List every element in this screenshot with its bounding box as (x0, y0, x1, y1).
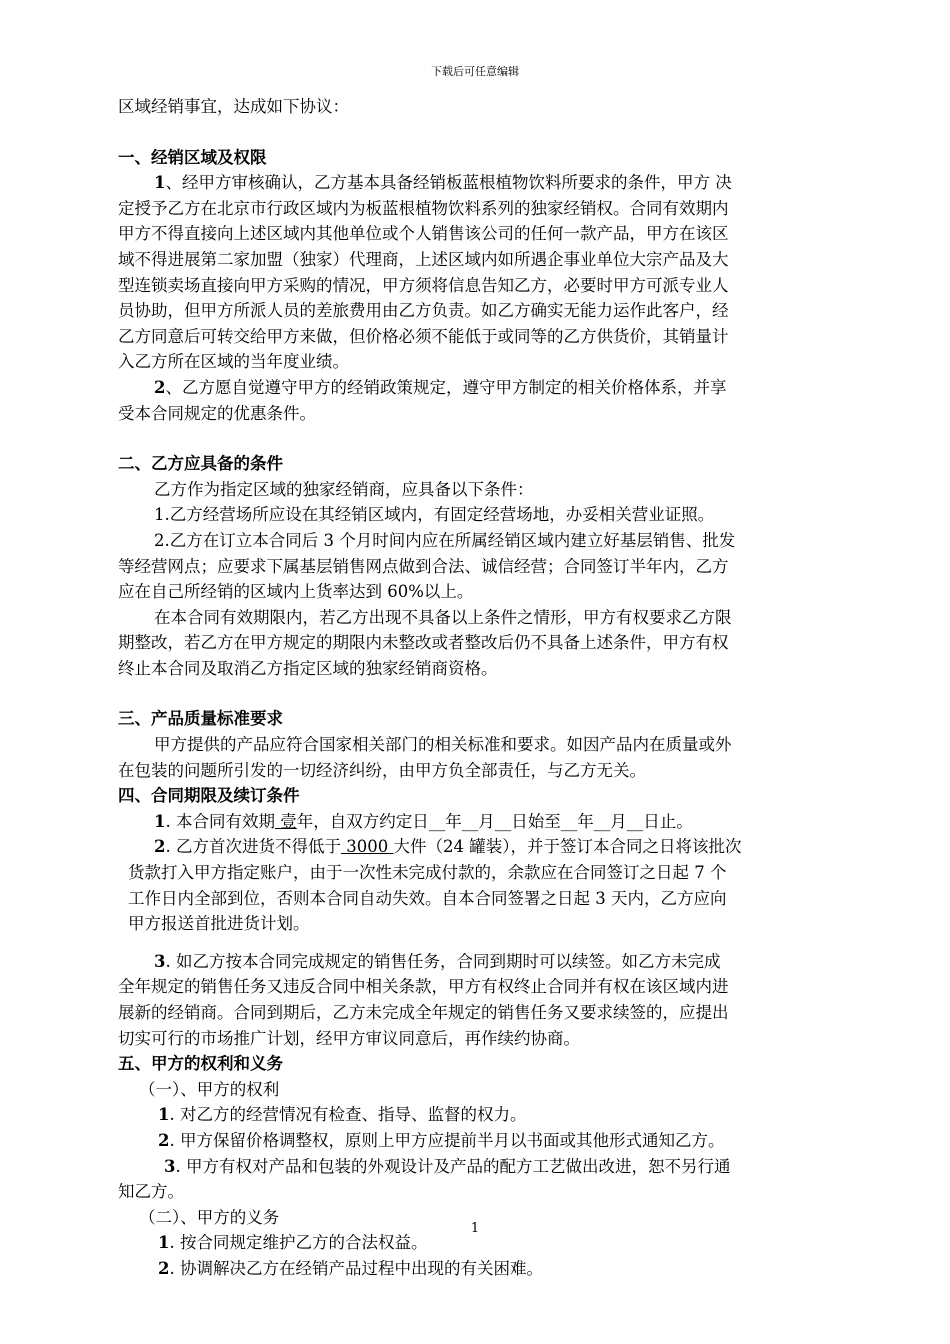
s4-line: 切实可行的市场推广计划，经甲方审议同意后，再作续约协商。 (118, 1028, 580, 1048)
s5-subheading-rights: （一）、甲方的权利 (139, 1079, 280, 1099)
s4-item-2-text-a: . 乙方首次进货不得低于 (165, 837, 341, 857)
section-3-title: 三、产品质量标准要求 (118, 709, 283, 729)
s4-item-1-num: 1 (154, 811, 166, 831)
s2-line: 等经营网点；应要求下属基层销售网点做到合法、诚信经营；合同签订半年内，乙方 (118, 556, 729, 576)
s4-line: 展新的经销商。合同到期后，乙方未完成全年规定的销售任务又要求续签的，应提出 (118, 1003, 729, 1022)
s5-line: 知乙方。 (118, 1182, 184, 1202)
s5-subheading-duties: （二）、甲方的义务 (139, 1207, 280, 1227)
s4-item-1-text-a: . 本合同有效期 (165, 811, 275, 831)
document-body (118, 94, 834, 1282)
s5-duty-2 (118, 1256, 834, 1282)
section-2-title: 二、乙方应具备的条件 (118, 454, 283, 474)
s5-right-3-text: . 甲方有权对产品和包装的外观设计及产品的配方工艺做出改进，恕不另行通 (175, 1156, 731, 1176)
s4-line: 货款打入甲方指定账户，由于一次性未完成付款的，余款应在合同签订之日起 7 个 (128, 863, 727, 883)
s1-line: 乙方同意后可转交给甲方来做，但价格必须不能低于或同等的乙方供货价，其销量计 (118, 326, 729, 346)
intro-line: 区域经销事宜，达成如下协议： (118, 97, 349, 116)
s2-line: 期整改，若乙方在甲方规定的期限内未整改或者整改后仍不具备上述条件，甲方有权 (118, 633, 729, 653)
s5-right-1-text: . 对乙方的经营情况有检查、指导、监督的权力。 (169, 1105, 527, 1125)
s4-date-blanks: __年__月__日始至__年__月__日止。 (428, 811, 693, 831)
s2-line: 应在自己所经销的区域内上货率达到 60%以上。 (118, 582, 474, 602)
s1-p2-num: 2 (154, 377, 166, 397)
page-number: 1 (470, 1221, 480, 1236)
header-note: 下载后可任意编辑 (431, 65, 519, 78)
s4-line: 工作日内全部到位，否则本合同自动失效。自本合同签署之日起 3 天内，乙方应向 (128, 888, 727, 908)
s1-line: 入乙方所在区域的当年度业绩。 (118, 352, 349, 372)
s4-quantity-value: 3000 (340, 837, 394, 857)
s4-term-value: 壹 (274, 811, 297, 831)
s4-item-3-num: 3 (154, 951, 166, 971)
s4-item-2-num: 2 (154, 837, 166, 857)
s1-line: 员协助，但甲方所派人员的差旅费用由乙方负责。如乙方确实无能力运作此客户，经 (118, 301, 729, 321)
s5-right-3-num: 3 (164, 1156, 176, 1176)
s1-line: 域不得进展第二家加盟（独家）代理商，上述区域内如所遇企事业单位大宗产品及大 (118, 249, 729, 269)
s3-line: 甲方提供的产品应符合国家相关部门的相关标准和要求。如因产品内在质量或外 (154, 735, 732, 755)
s1-line: 定授予乙方在北京市行政区域内为板蓝根植物饮料系列的独家经销权。合同有效期内 (118, 198, 729, 218)
s2-line: 乙方作为指定区域的独家经销商，应具备以下条件： (154, 479, 534, 499)
s1-p2-text: 、乙方愿自觉遵守甲方的经销政策规定，遵守甲方制定的相关价格体系，并享 (165, 377, 727, 397)
s1-p2-line (118, 375, 834, 401)
s4-item-1 (118, 809, 834, 835)
s4-item-1-text-b: 年，自双方约定日 (296, 811, 429, 831)
s5-right-1-num: 1 (158, 1105, 170, 1125)
s1-line: 型连锁卖场直接向甲方采购的情况，甲方须将信息告知乙方，必要时甲方可派专业人 (118, 275, 729, 295)
s4-item-3 (118, 949, 834, 975)
s1-line: 甲方不得直接向上述区域内其他单位或个人销售该公司的任何一款产品，甲方在该区 (118, 224, 729, 244)
s4-line: 全年规定的销售任务又违反合同中相关条款，甲方有权终止合同并有权在该区域内进 (118, 977, 729, 997)
s1-p1-line (118, 170, 834, 196)
s4-item-2-text-b: 大件（24 罐装），并于签订本合同之日将该批次 (393, 837, 742, 857)
s5-duty-1-text: . 按合同规定维护乙方的合法权益。 (169, 1233, 428, 1253)
s5-right-3 (118, 1154, 834, 1180)
section-5-title: 五、甲方的权利和义务 (118, 1054, 283, 1074)
s1-line: 受本合同规定的优惠条件。 (118, 403, 316, 423)
s5-duty-2-num: 2 (158, 1258, 170, 1278)
s2-line: 终止本合同及取消乙方指定区域的独家经销商资格。 (118, 658, 498, 678)
s1-p1-text: 、经甲方审核确认，乙方基本具备经销板蓝根植物饮料所要求的条件，甲方 决 (165, 173, 732, 193)
s2-line: 在本合同有效期限内，若乙方出现不具备以上条件之情形，甲方有权要求乙方限 (154, 607, 732, 627)
s2-line: 1.乙方经营场所应设在其经销区域内，有固定经营场地，办妥相关营业证照。 (154, 505, 715, 525)
s2-line: 2.乙方在订立本合同后 3 个月时间内应在所属经销区域内建立好基层销售、批发 (154, 530, 736, 550)
s5-right-2-text: . 甲方保留价格调整权，原则上甲方应提前半月以书面或其他形式通知乙方。 (169, 1130, 725, 1150)
s4-item-2 (118, 834, 834, 860)
s3-line: 在包装的问题所引发的一切经济纠纷，由甲方负全部责任，与乙方无关。 (118, 760, 646, 780)
s4-item-3-text: . 如乙方按本合同完成规定的销售任务，合同到期时可以续签。如乙方未完成 (165, 951, 721, 971)
s1-p1-num: 1 (154, 173, 166, 193)
s5-right-2 (118, 1128, 834, 1154)
section-4-title: 四、合同期限及续订条件 (118, 786, 300, 806)
section-1-title: 一、经销区域及权限 (118, 147, 267, 167)
s5-right-2-num: 2 (158, 1130, 170, 1150)
s5-duty-1-num: 1 (158, 1233, 170, 1253)
s4-line: 甲方报送首批进货计划。 (128, 914, 310, 934)
s5-duty-2-text: . 协调解决乙方在经销产品过程中出现的有关困难。 (169, 1258, 543, 1278)
s5-right-1 (118, 1102, 834, 1128)
